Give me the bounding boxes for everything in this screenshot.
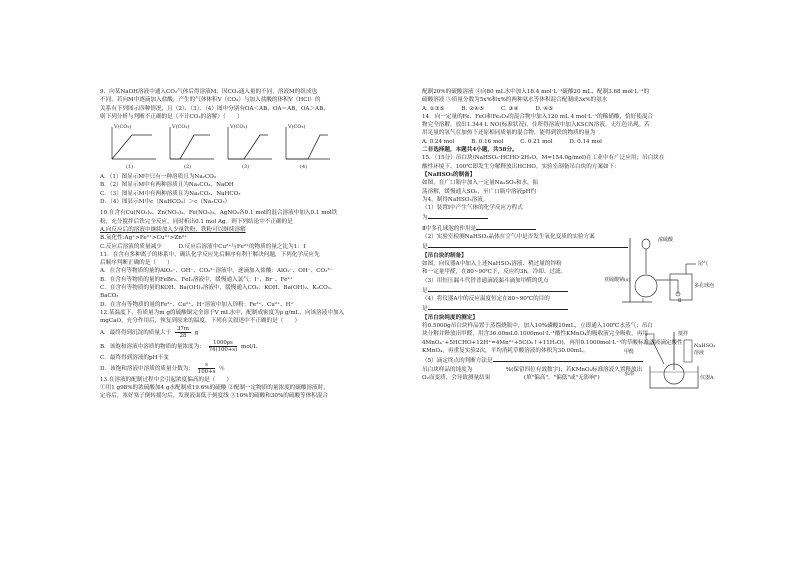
q11-option: B．在含有等物质的量的FeBr₂、FeI₂溶液中，缓慢通入氯气：I⁻、Br⁻、Fe²⁺ — [100, 276, 293, 283]
label-device-1: Ⅰ — [642, 298, 644, 304]
q9-line: 关系有下列图示四种情况，且（2）、（3）、（4）图中分别有OA＜AB，OA＝AB，OA＞AB， — [100, 105, 329, 112]
left-column — [100, 88, 400, 401]
y-axis-label: V(CO₂) — [172, 124, 190, 131]
q13-line: 13.在溶液的配制过程中会引起浓度偏高的是（ ） — [100, 376, 232, 383]
q13-line: ①用1 g98%的浓硫酸加4 g水配制成19.6%的硫酸 ②配制一定物质的量浓度的硫酸溶液时， — [100, 385, 329, 392]
frac-den: 100+s — [197, 368, 216, 375]
label-water-bath: 水浴 — [624, 371, 635, 377]
label-exhaust: 尾气 — [698, 261, 709, 267]
sub1-title: 【NaHSO₃的制备】 — [422, 171, 476, 178]
y-axis-label: V(CO₂) — [288, 124, 306, 131]
q9-line: 则下列分析与判断不正确的是（不计CO₂的溶解）（ ） — [100, 113, 243, 120]
section-heading: 二非选择题，本题共4小题，共58分。 — [422, 147, 518, 154]
q13-cont-line: 配制20%的硫酸溶液 ④向80 mL水中加入18.4 mol·L⁻¹硫酸20 mL，配制3.68 mol·L⁻¹的 — [422, 89, 650, 95]
q11-line: 11．在含有多种离子的体系中，确认化学反应先后顺序有利于解决问题，下列化学反应先 — [100, 251, 320, 258]
q12-option-c: C．最终得到溶液的pH不变 — [100, 354, 169, 361]
q15-line: 酸性环境下、100℃即发生分解释放出HCHO。实验室制备吊白块的方案如下： — [422, 163, 620, 170]
answer-prefix: （5）滴定终点的判断方法是 — [422, 358, 493, 365]
q12-line: mgCaO，充分作用后，恢复到原来的温度，下列有关叙述中不正确的是（ ） — [100, 318, 301, 325]
q12-line: 12.某温度下，将质量为m g的硫酸铜完全溶于V mL水中，配制成密度为ρ g/mL，向该溶液中加入 — [100, 309, 345, 316]
sub2-title: 【吊白块的制备】 — [422, 252, 467, 259]
right-column — [422, 88, 722, 382]
sub2-line: （4）将仪器A中的反应温度恒定在80~90℃的目的 — [422, 296, 550, 303]
q12-option-a — [100, 326, 400, 340]
q14-line: 用足量的氢气在加热下还原相同质量的混合物，能得到铁的物质的量为 — [422, 130, 596, 137]
y-axis-label: V(CO₂) — [114, 124, 132, 131]
label-formaldehyde: 甲醛 — [624, 349, 635, 355]
q9-graphs — [106, 123, 400, 171]
q10-option: C.反应后溶液的质量减少 D.反应后溶液中Cu²⁺与Fe²⁺的物质的量之比为1：1 — [100, 243, 307, 250]
frac-den: 74(100+s) — [208, 346, 238, 353]
q13-cont-line: 硫酸溶液 ⑤质量分数为5x%和x%的两种氨水等体积混合配制成3x%的氨水 — [422, 97, 608, 104]
label-nahso3: NaHSO₃ — [694, 343, 716, 349]
q12-b-fraction — [209, 340, 238, 353]
q10-option: B.氧化性:Ag⁺>Fe³⁺>Cu²⁺>Zn²⁺ — [100, 235, 188, 242]
answer-prefix: 是 — [422, 306, 428, 313]
q13-options: A. ①③⑤ B. ②④⑤ C. ③④ D. ④⑤ — [422, 105, 554, 112]
sub3-line: O₂而变质，会导致测量结果 (填"偏高"、"偏低"或"无影响") — [422, 374, 600, 381]
sub2-line — [422, 303, 722, 313]
apparatus-1-drawing — [612, 234, 722, 304]
label-solution: 溶液 — [694, 350, 705, 356]
q12-b-unit: mol/L — [241, 343, 258, 350]
q11-option: A．在含有等物质的量的AlO₂⁻、OH⁻、CO₃²⁻溶液中，逐滴加入盐酸：AlO₂⁻、OH⁻、CO₃²⁻ — [100, 268, 333, 275]
q12-b-text: B．该饱和溶液中溶质的物质的量浓度为： — [100, 343, 205, 350]
sub3-title: 【吊白块纯度的测定】 — [422, 314, 478, 321]
sub2-line: （3）用恒压漏斗代替普通滴液漏斗滴加甲醛的优点 — [422, 277, 549, 284]
q15-line: 15．（15分）吊白块(NaHSO₂·HCHO·2H₂O，M=154.0g/mol)在工业中有广泛应用；吊白块在 — [422, 155, 665, 162]
sub1-line — [422, 223, 722, 233]
q12-a-fraction — [175, 326, 191, 339]
q10-line: 10.在含有Cu(NO₃)₂、Zn(NO₃)₂、Fe(NO₃)₃、AgNO₃各0.1 mol的混合溶液中加入0.1 mol铁 — [100, 210, 338, 217]
label-device-2: Ⅱ — [678, 298, 682, 304]
q12-option-d — [100, 362, 400, 376]
q12-a-text: A．最终得到沉淀的质量大于 — [100, 329, 172, 336]
q9-line: 9．向某NaOH溶液中通入CO₂气体后得溶液M，因CO₂通入量的不同，溶液M的组成也 — [100, 89, 318, 95]
frac-num: 37m — [176, 325, 189, 332]
frac-num: 1000ρs — [209, 340, 238, 347]
apparatus-diaobaikuai — [622, 330, 722, 390]
q9-line: 不同，若向M中逐滴加入盐酸，产生的气体体积V（CO₂）与加入盐酸的体积V（HCl）的 — [100, 97, 321, 104]
q9-graph-1 — [106, 123, 158, 169]
answer-prefix: 是 — [422, 244, 428, 251]
q11-option: BaCO₃ — [100, 293, 119, 300]
q12-d-unit: ％ — [219, 365, 225, 372]
answer-blank[interactable] — [428, 241, 628, 248]
sub2-line: 如图，向仪器A中加入上述NaHSO₃溶液、稍过量的锌粉 — [422, 260, 562, 267]
q11-option: D．在含有等物质的量的Fe³⁺、Cu²⁺、H⁺溶液中加入锌粉：Fe³⁺、Cu²⁺、H⁺ — [100, 301, 294, 308]
answer-prefix: 是 — [422, 287, 428, 294]
q10-option: A.向反应后的溶液中继续加入少量铁粉，铁粉可以继续溶解 — [100, 226, 246, 233]
answer-prefix: 为 — [422, 215, 428, 222]
sub2-line: 和一定量甲醛，在80~90℃下，反应约3h，冷却、过滤。 — [422, 269, 567, 276]
frac-num: s — [198, 362, 216, 369]
sub3-line: 块分解并释放出甲醛，用含36.00mL0.1000mol·L⁻¹酸性KMnO₄的吸收液完全吸收，再用 — [422, 331, 648, 338]
sub3-line: KMnO₄，再重复实验2次，平均消耗草酸溶液的体积为30.00mL。 — [422, 347, 589, 354]
q9-graph-3 — [222, 123, 274, 169]
sub3-line: 吊白块样品的纯度为 %(保留四位有效数字)；若KMnO₄标准溶液久置释放出 — [422, 366, 643, 373]
sub1-line: 为4，制得NaHSO₃溶液。 — [422, 196, 489, 203]
y-axis-label: V(CO₂) — [230, 124, 248, 131]
answer-blank[interactable] — [428, 303, 568, 310]
q11-line: 后顺序判断正确的是（ ） — [100, 260, 173, 267]
apparatus-nahso3 — [604, 234, 722, 304]
frac-den: 28 — [179, 332, 187, 339]
sub1-line: （1）装置Ⅰ中产生气体的化学反应方程式 — [422, 205, 523, 212]
q12-d-fraction — [198, 362, 216, 375]
q13-line: 定容后，塞好塞子倒转摇匀后，发现液面低于刻度线 ③10%的硫酸和30%的硫酸等体积混合 — [100, 393, 329, 400]
q14-line: 物完全溶解，放出1.344 L NO(标准状况)，往所得溶液中加入KSCN溶液，无红色出现。若 — [422, 122, 650, 129]
q11-option: C．在含有等物质的量的KOH、Ba(OH)₂溶液中，缓慢通入CO₂：KOH、Ba(OH)₂、K₂CO₃、 — [100, 285, 336, 292]
label-stir: 搅拌 — [678, 331, 689, 337]
q12-a-unit: g — [194, 329, 199, 336]
graph-caption: (3) — [242, 163, 250, 170]
q14-options: A. 0.24 mol B. 0.16 mol C. 0.21 mol D. 0.14 mol — [422, 138, 602, 145]
label-sulfuric-acid: 浓硫酸 — [658, 237, 674, 243]
graph-caption: (2) — [184, 163, 192, 170]
q9-option: D．（4）图显示M中c（NaHCO₃）＞c（Na₂CO₃） — [100, 199, 231, 206]
q9-option: A．（1）图显示M中只有一种溶质且为Na₂CO₃ — [100, 174, 217, 181]
sub3-line: 将0.5000g吊白块样品置于蒸馏烧瓶中，加入10%磷酸10mL，立即通入100℃水蒸气；吊白 — [422, 323, 653, 330]
sub3-line: 4MnO₄⁻+5HCHO+12H⁺=4Mn²⁺+5CO₂↑+11H₂O)，再用0.1000mol·L⁻¹的草酸标准溶液滴定酸性 — [422, 339, 683, 346]
q9-option: C．（3）图显示M中有两种溶质且为Na₂CO₃、NaHCO₃ — [100, 190, 241, 197]
sub1-line — [422, 212, 722, 222]
q14-line: 14．向一定量的Fe、FeO和Fe₂O₃的混合物中加入120 mL 4 mol·L⁻¹的稀硝酸，恰好使混合 — [422, 113, 654, 120]
q9-option: B．（2）图显示M中有两种溶质且为Na₂CO₃、NaOH — [100, 182, 234, 189]
answer-blank[interactable] — [476, 223, 536, 230]
graph-caption: (1) — [126, 163, 134, 170]
label-porous-bulb: 多孔球泡 — [694, 283, 715, 289]
q9-graph-2 — [164, 123, 216, 169]
sub1-q2-line: （2）实验室检测NaHSO₃晶体在空气中是否发生氧化变质的实验方案 — [422, 234, 595, 241]
sub1-line: 如图，在广口瓶中加入一定量Na₂SO₃和水，振 — [422, 180, 539, 187]
sub1-line: 荡溶解，缓慢通入SO₂，至广口瓶中溶液pH约 — [422, 188, 537, 195]
q12-d-text: D．该饱和溶液中溶质的质量分数为： — [100, 365, 194, 372]
q10-line: 粉，充分搅拌后铁完全反应，同时析出0.1 mol Ag。则下列结论中不正确的是 — [100, 218, 293, 225]
label-instrument-a: 仪器A — [700, 375, 714, 381]
answer-prefix: Ⅱ中多孔球泡的作用是 — [422, 225, 477, 232]
answer-blank[interactable] — [428, 212, 488, 219]
answer-blank[interactable] — [493, 355, 643, 362]
q12-option-b — [100, 340, 400, 354]
answer-blank[interactable] — [428, 285, 568, 292]
q9-graph-4 — [280, 123, 332, 169]
label-sodium-sulfite: 亚硫酸钠(s) — [604, 277, 631, 283]
graph-caption: (4) — [300, 163, 308, 170]
